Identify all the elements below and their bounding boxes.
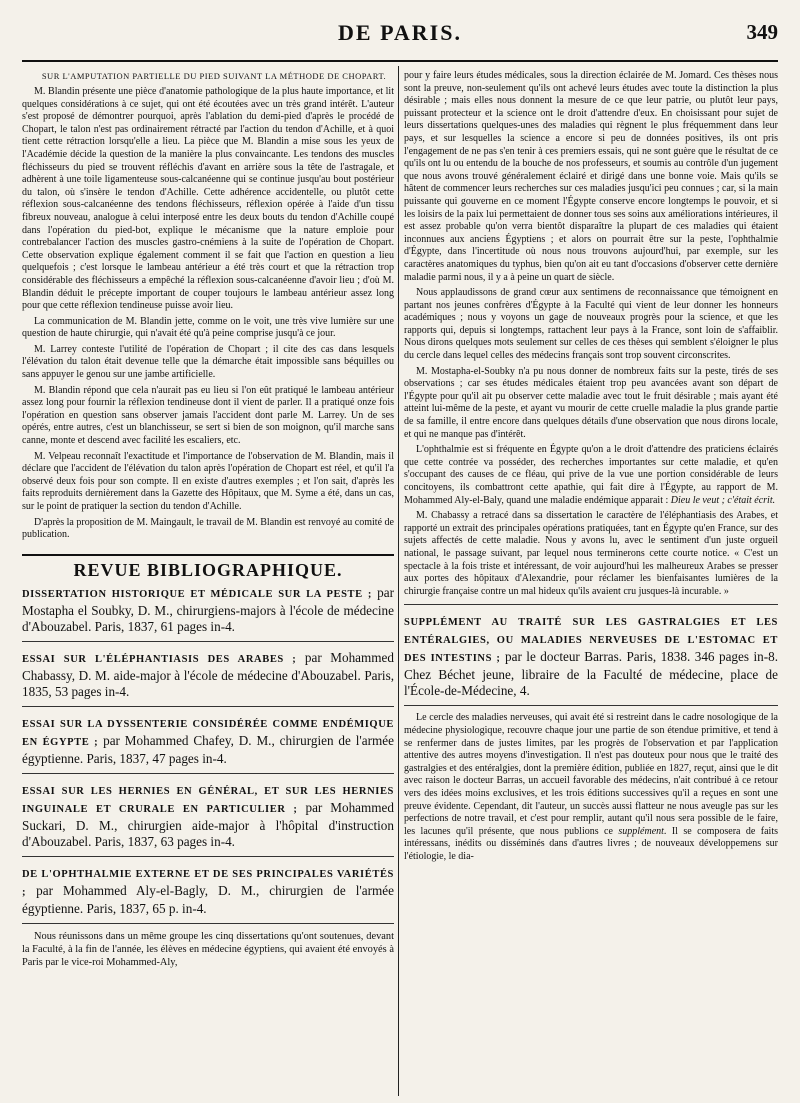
paragraph: La communication de M. Blandin jette, comme on le voit, une très vive lumière sur une question de haute chirurgie, qui n'avait été qu'à peine comprise jusqu'à ce jour. [22, 315, 394, 340]
paragraph: M. Chabassy a retracé dans sa dissertation le caractère de l'éléphantiasis des Arabes, et rapporté un extrait des principales opérations pratiquées, tant en Égypte qu'en France, sur des sujets affectés de cette maladie. Nous y avons lu, avec le sentiment d'un juste orgueil national, le passage suivant, par lequel nous terminerons cette courte notice. « C'est un spectacle à la fois triste et intéressant, de voir aujourd'hui les malheureux Arabes se presser aux portes des hôpitaux d'Alexandrie, pour réclamer les bienfaisantes lumières de la chirurgie française contre un mal hideux qu'ils avaient cru jusques-là incurable. » [404, 510, 778, 597]
quote-italic: Dieu le veut ; c'était écrit. [670, 494, 776, 506]
bibliography-entry [22, 715, 394, 774]
entry-details: par Mostapha el Soubky, D. M., chirurgiens-majors à l'école de médecine d'Abouzabel. Paris, 1837, 61 pages in-4. [22, 584, 394, 634]
page-header [22, 8, 778, 62]
bibliography-entry [22, 782, 394, 857]
entry-title: ESSAI SUR L'ÉLÉPHANTIASIS DES ARABES ; [22, 653, 297, 665]
column-divider [398, 66, 399, 1096]
article-title: SUR L'AMPUTATION PARTIELLE DU PIED SUIVANT LA MÉTHODE DE CHOPART. [41, 71, 387, 81]
entry-title: ESSAI SUR LES HERNIES EN GÉNÉRAL, ET SUR LES HERNIES INGUINALE ET CRURALE EN PARTICULIER ; [22, 785, 394, 815]
entry-details: par Mohammed Suckari, D. M., chirurgien aide-major à l'hôpital d'instruction d'Abouzabel. Paris, 1837, 63 pages in-4. [22, 799, 394, 849]
paragraph-text: Le cercle des maladies nerveuses, qui avait été si restreint dans le cadre nosologique de la médecine physiologique, recouvre chaque jour une partie de son étendue primitive, et tend à se renfermer dans de justes limites, par les progrès de l'observation et par l'application attentive des autres moyens d'investigation. Il n'est pas douteux pour nous que le traité des gastralgies et des entéralgies, dont la première édition, publiée en 1827, reçut, ainsi que le dit avec raison le docteur Barras, un accueil favorable des médecins, n'ait contribué à ce retour vers des idées moins exclusives, et les trois éditions successives qu'il a reçues en sont une preuve évidente. Cependant, dit l'auteur, un succès aussi flatteur ne nous aveugle pas sur les perfections de notre travail, et c'est pour remplir, autant qu'il nous sera possible de le faire, les lacunes qu'il présente, que nous publions ce [404, 712, 778, 837]
paragraph [404, 712, 778, 863]
paragraph-text: . Il se composera de faits intéressans, inédits ou disséminés dans d'autres livres ; de nouveaux développemens sur l'étiologie, le dia- [404, 825, 778, 862]
bibliography-entry [22, 585, 394, 642]
entry-title: DISSERTATION HISTORIQUE ET MÉDICALE SUR LA PESTE ; [22, 588, 372, 600]
italic-word: supplément [618, 825, 664, 837]
paragraph: M. Blandin répond que cela n'aurait pas eu lieu si l'on eût pratiqué le lambeau antérieur assez long pour fournir la réflexion tendineuse dont il vient de parler. Il a pratiqué onze fois l'opération en question sans observer jamais l'accident dont parle M. Larrey. Un de ses opérés, entre autres, c'est un blanchisseur, se sert si bien de son moignon, qu'il marche sans canne, monte et descend avec facilité les escaliers, etc. [22, 384, 394, 447]
paragraph-text: L'ophthalmie est si fréquente en Égypte qu'on a le droit d'attendre des praticiens éclairés que cette contrée va posséder, des recherches importantes sur cette maladie, et qu'en s'occupant des causes de ce fléau, qui prive de la vue une portion considérable de leurs concitoyens, ils combattront cette apathie, qui fait dire à l'Égypte, au rapport de M. Mohammed Aly-el-Baly, quand une maladie endémique apparait : [404, 444, 778, 506]
paragraph [404, 444, 778, 507]
section-heading: REVUE BIBLIOGRAPHIQUE. [22, 554, 394, 577]
paragraph: M. Mostapha-el-Soubky n'a pu nous donner de nombreux faits sur la peste, tirés de ses observations ; car ses études médicales étaient trop peu avancées avant son départ de l'Égypte pour qu'il ait pu observer cette maladie avec tout le fruit désirable ; mais ayant été atteint lui-même de la peste, et ayant vu mourir de cette cruelle maladie la plus grande partie de sa famille, il entre encore dans quelques détails d'une observation que nous dirons locale, et qui ne manque pas d'intérêt. [404, 365, 778, 440]
bibliography-entry [404, 613, 778, 706]
entry-details: par Mohammed Chafey, D. M., chirurgien de l'armée égyptienne. Paris, 1837, 47 pages in-4. [22, 732, 394, 766]
paragraph: Nous réunissons dans un même groupe les cinq dissertations qu'ont soutenues, devant la Faculté, à la fin de l'année, les élèves en médecine égyptiens, qui avaient été envoyés à Paris par le vice-roi Mohammed-Aly, [22, 930, 394, 968]
right-column [404, 70, 778, 1095]
running-title: DE PARIS. [338, 20, 462, 45]
left-column [22, 70, 394, 1095]
paragraph: pour y faire leurs études médicales, sous la direction éclairée de M. Jomard. Ces thèses nous sont la preuve, non-seulement qu'ils ont achevé leurs études avec toute la distinction la plus désirable ; mais elles nous donnent la mesure de ce que leur patrie, ou plutôt leur pays, puissant protecteur et la science ont le droit d'attendre d'eux. En choisissant pour sujet de leurs dissertations quelques-unes des maladies qui règnent le plus fréquemment dans leur pays, et sur lesquelles la science a encore si peu de données positives, ils ont pris l'engagement de ne pas s'en tenir à ces premiers essais, qui ne sont guère que le résultat de ce qu'ils ont lu ou entendu de la bouche de nos professeurs, et soumis au contrôle d'un jugement que nous avons trouvé généralement éclairé et dirigé dans une bonne voie. Mais qu'ils se hâtent de commencer leurs recherches sur ces maladies jusqu'ici peu connues ; car, si la main puissante qui gouverne en ce moment l'Égypte conserve encore longtemps le pouvoir, et si les loisirs de la paix lui permettaient de donner tous ses soins aux améliorations intérieures, il est assez probable qu'on verra bientôt disparaître la plupart de ces maladies qui étaient inconnues aux anciens Égyptiens ; et alors on pourrait être sur la peste, l'ophthalmie d'Égypte, dans l'incertitude où nous nous trouvons aujourd'hui, par exemple, sur les caractères anatomiques du typhus, bien qu'on ait eu tant d'occasions d'observer cette dernière maladie parmi nous, il y a à peine un quart de siècle. [404, 70, 778, 283]
bibliography-entry [22, 865, 394, 924]
entry-details: par le docteur Barras. Paris, 1838. 346 pages in-8. Chez Béchet jeune, libraire de la Faculté de médecine, place de l'École-de-Médecine, 4. [404, 649, 778, 699]
paragraph: Nous applaudissons de grand cœur aux sentimens de reconnaissance que témoignent en partant nos jeunes confrères d'Égypte à la Faculté qui vient de leur donner les honneurs académiques ; nous y voyons un gage de nouveaux progrès pour la science, et que les rapports qui, depuis si longtemps, rattachent leur pays à la France, sont loin de s'affaiblir. Nous dirons quelques mots seulement sur celles de ces thèses qui semblent s'éloigner le plus du cercle dans lequel celles des médecins français sont trop souvent circonscrites. [404, 287, 778, 362]
entry-title: ESSAI SUR LA DYSSENTERIE CONSIDÉRÉE COMME ENDÉMIQUE EN ÉGYPTE ; [22, 718, 394, 748]
entry-title: SUPPLÉMENT AU TRAITÉ SUR LES GASTRALGIES ET LES ENTÉRALGIES, OU MALADIES NERVEUSES DE L'ESTOMAC ET DES INTESTINS ; [404, 617, 778, 665]
entry-title: DE L'OPHTHALMIE EXTERNE ET DE SES PRINCIPALES VARIÉTÉS ; [22, 868, 394, 898]
paragraph: M. Blandin présente une pièce d'anatomie pathologique de la plus haute importance, et lit quelques considérations à ce sujet, qui ont été écoutées avec un très grand intérêt. L'auteur s'est proposé de démontrer pourquoi, après l'ablation du demi-pied d'après le procédé de Chopart, le talon n'est pas ordinairement rétracté par l'action du tendon d'Achille, et à quoi tient cette rétraction lorsqu'elle a lieu. La pièce que M. Blandin a mise sous les yeux de l'Académie décide la question de la manière la plus convaincante. Les tendons des muscles fléchisseurs du pied se trouvent réfléchis d'avant en arrière sous la tête de l'astragale, et adhèrent à une toile ligamenteuse sous-calcanéenne qui se continue jusqu'au bout postérieur du talon, où s'insère le tendon d'Achille. Cette adhérence accidentelle, ou plutôt cette réflexion sous-calcanéenne des tendons fléchisseurs, réflexion opérée à l'aide d'un tissu fibreux nouveau, analogue à celui interposé entre les deux bouts du tendon d'Achille coupé dans l'opération du pied-bot, explique le mécanisme que la nature emploie pour contrebalancer l'action des muscles gastro-cnémiens à la suite de l'opération de Chopart. Cette observation explique également comment il se fait que l'action en question a lieu quelquefois ; c'est lorsque le lambeau antérieur a été très court et que la rétraction trop considérable des fléchisseurs a empêché la réflexion sous-calcanéenne d'avoir lieu ; d'où M. Blandin déduit le précepte important de couper toujours le lambeau antérieur assez long pour que cette réflexion tendineuse puisse avoir lieu. [22, 86, 394, 312]
paragraph: D'après la proposition de M. Maingault, le travail de M. Blandin est renvoyé au comité de publication. [22, 516, 394, 541]
paragraph: M. Larrey conteste l'utilité de l'opération de Chopart ; il cite des cas dans lesquels l'élévation du talon était devenue telle que la démarche était impossible sans béquilles ou sans appuyer le genou sur une jambe artificielle. [22, 343, 394, 381]
bibliography-entry [22, 650, 394, 707]
entry-details: par Mohammed Chabassy, D. M. aide-major à l'école de médecine d'Abouzabel. Paris, 1835, 53 pages in-4. [22, 649, 394, 699]
entry-details: par Mohammed Aly-el-Bagly, D. M., chirurgien de l'armée égyptienne. Paris, 1837, 65 p. in-4. [22, 882, 394, 916]
divider [404, 604, 778, 605]
page-number: 349 [746, 20, 778, 44]
paragraph: M. Velpeau reconnaît l'exactitude et l'importance de l'observation de M. Blandin, mais il déclare que l'accident de l'élévation du talon après l'opération de Chopart est réel, et qu'il l'a observé deux fois pour son compte. Il en existe d'autres exemples ; et l'on sait, d'après les faits reproduits dernièrement dans la Gazette des Hôpitaux, que M. Syme a été, dans un cas, sur le point de pratiquer la section du tendon d'Achille. [22, 450, 394, 512]
